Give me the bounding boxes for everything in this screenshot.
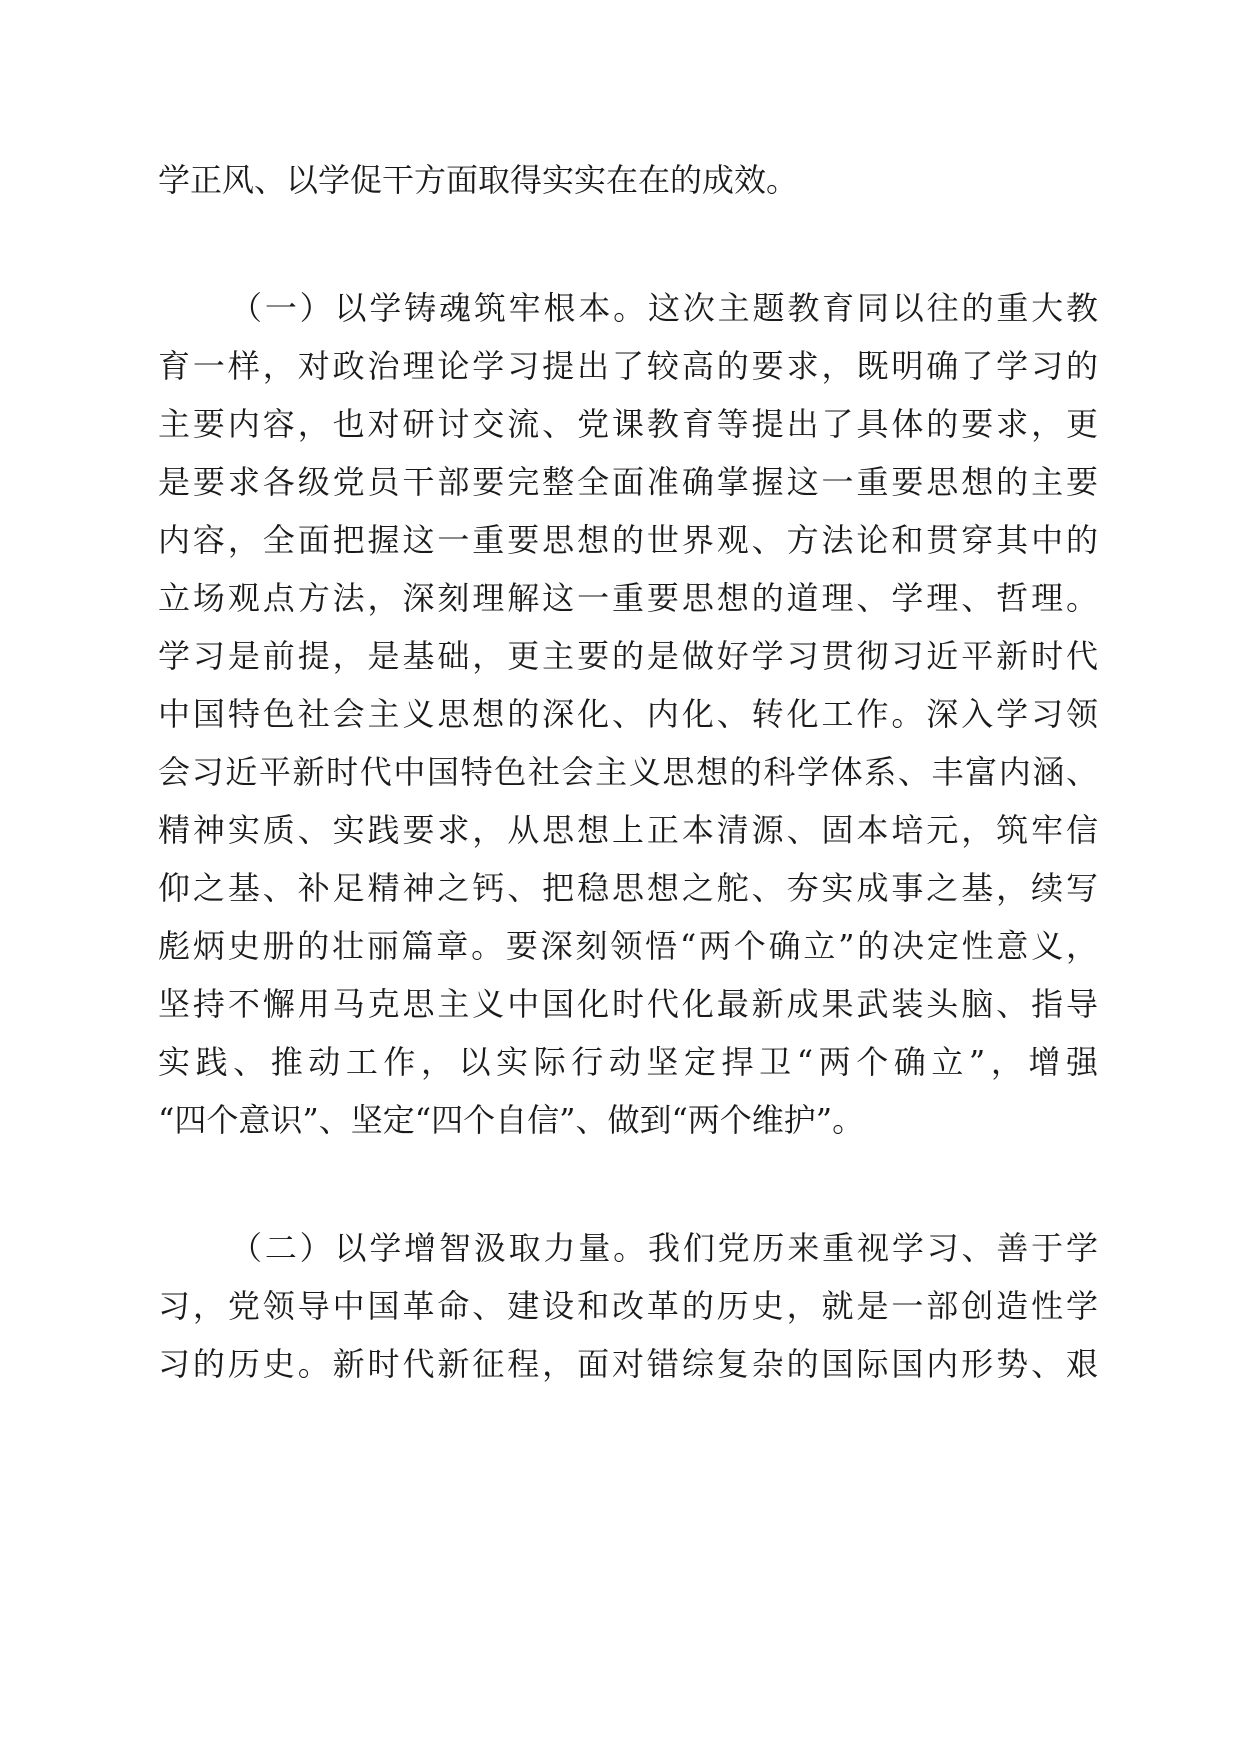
paragraph-line: 仰之基、补足精神之钙、把稳思想之舵、夯实成事之基，续写 bbox=[158, 869, 1098, 907]
paragraph-line: 是要求各级党员干部要完整全面准确掌握这一重要思想的主要 bbox=[158, 463, 1098, 501]
section1-heading-line: （一）以学铸魂筑牢根本。这次主题教育同以往的重大教 bbox=[230, 289, 1098, 327]
paragraph-line: 育一样，对政治理论学习提出了较高的要求，既明确了学习的 bbox=[158, 347, 1098, 385]
paragraph-line: 主要内容，也对研讨交流、党课教育等提出了具体的要求，更 bbox=[158, 405, 1098, 443]
paragraph-line: “四个意识”、坚定“四个自信”、做到“两个维护”。 bbox=[158, 1101, 865, 1139]
section2-heading-line: （二）以学增智汲取力量。我们党历来重视学习、善于学 bbox=[230, 1229, 1098, 1267]
paragraph-line: 实践、推动工作，以实际行动坚定捍卫“两个确立”，增强 bbox=[158, 1043, 1098, 1081]
paragraph-line: 精神实质、实践要求，从思想上正本清源、固本培元，筑牢信 bbox=[158, 811, 1098, 849]
paragraph-line: 立场观点方法，深刻理解这一重要思想的道理、学理、哲理。 bbox=[158, 579, 1098, 617]
paragraph-line: 学正风、以学促干方面取得实实在在的成效。 bbox=[158, 161, 799, 199]
paragraph-line: 学习是前提，是基础，更主要的是做好学习贯彻习近平新时代 bbox=[158, 637, 1098, 675]
paragraph-line: 内容，全面把握这一重要思想的世界观、方法论和贯穿其中的 bbox=[158, 521, 1098, 559]
paragraph-line: 中国特色社会主义思想的深化、内化、转化工作。深入学习领 bbox=[158, 695, 1098, 733]
paragraph-line: 习的历史。新时代新征程，面对错综复杂的国际国内形势、艰 bbox=[158, 1345, 1098, 1383]
paragraph-line: 会习近平新时代中国特色社会主义思想的科学体系、丰富内涵、 bbox=[158, 753, 1098, 791]
paragraph-line: 彪炳史册的壮丽篇章。要深刻领悟“两个确立”的决定性意义， bbox=[158, 927, 1098, 965]
paragraph-line: 坚持不懈用马克思主义中国化时代化最新成果武装头脑、指导 bbox=[158, 985, 1098, 1023]
paragraph-line: 习，党领导中国革命、建设和改革的历史，就是一部创造性学 bbox=[158, 1287, 1098, 1325]
